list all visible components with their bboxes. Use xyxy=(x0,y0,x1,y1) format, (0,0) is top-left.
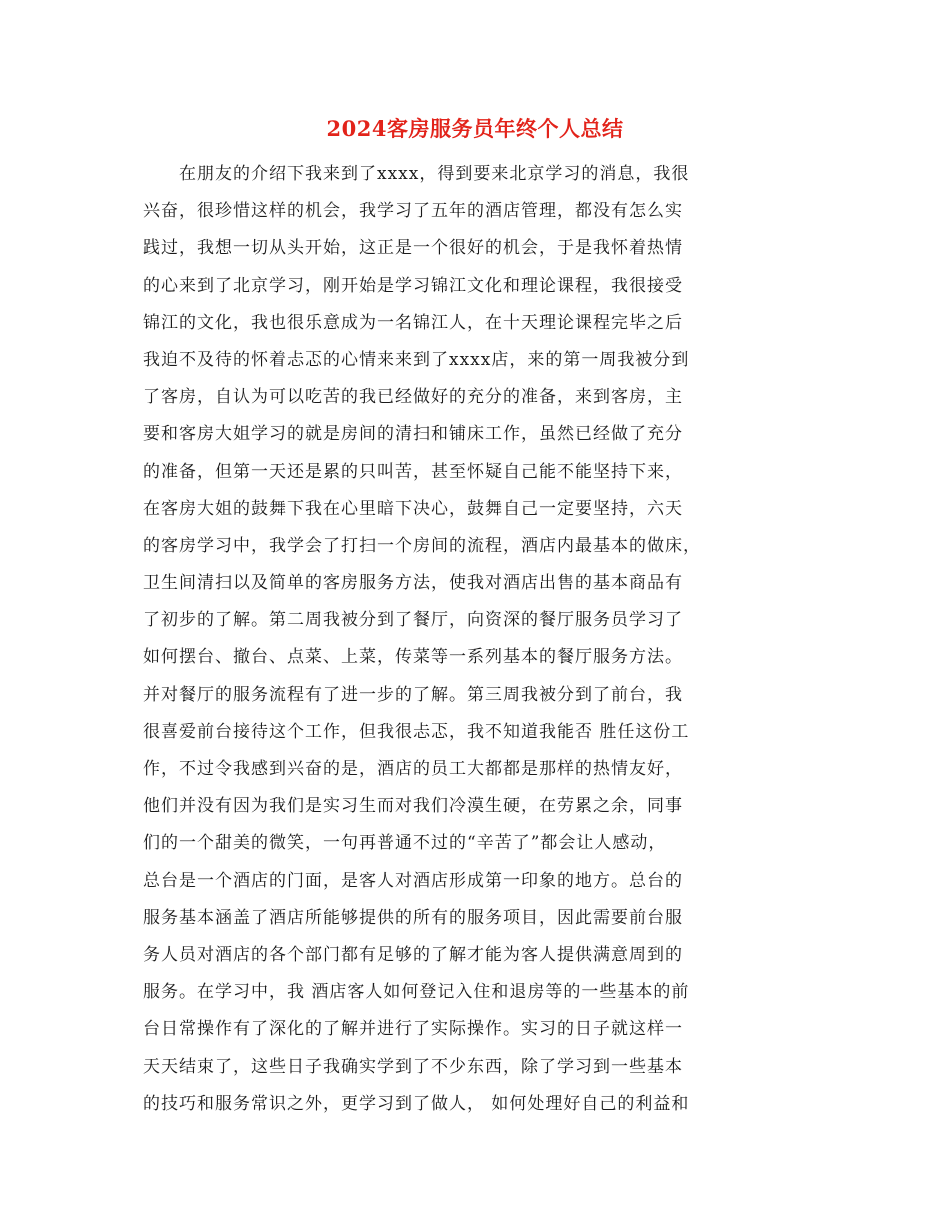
body-line: 很喜爱前台接待这个工作，但我很忐忑，我不知道我能否 胜任这份工 xyxy=(143,721,690,742)
body-line: 服务基本涵盖了酒店所能够提供的所有的服务项目，因此需要前台服 xyxy=(143,907,683,928)
body-line: 他们并没有因为我们是实习生而对我们冷漠生硬，在劳累之余，同事 xyxy=(143,796,683,817)
body-line: 了初步的了解。第二周我被分到了餐厅，向资深的餐厅服务员学习了 xyxy=(143,610,683,631)
body-line: 锦江的文化，我也很乐意成为一名锦江人，在十天理论课程完毕之后 xyxy=(143,312,683,333)
body-line: 的客房学习中，我学会了打扫一个房间的流程，酒店内最基本的做床， xyxy=(143,535,701,556)
body-line: 卫生间清扫以及简单的客房服务方法，使我对酒店出售的基本商品有 xyxy=(143,573,683,594)
body-line: 务人员对酒店的各个部门都有足够的了解才能为客人提供满意周到的 xyxy=(143,944,683,965)
body-line: 兴奋，很珍惜这样的机会，我学习了五年的酒店管理，都没有怎么实 xyxy=(143,201,683,222)
body-line: 在客房大姐的鼓舞下我在心里暗下决心，鼓舞自己一定要坚持，六天 xyxy=(143,498,683,519)
body-line: 的技巧和服务常识之外，更学习到了做人， 如何处理好自己的利益和 xyxy=(143,1093,690,1114)
body-line: 要和客房大姐学习的就是房间的清扫和铺床工作，虽然已经做了充分 xyxy=(143,424,683,445)
body-line: 践过，我想一切从头开始，这正是一个很好的机会，于是我怀着热情 xyxy=(143,238,683,259)
document-title: 2024客房服务员年终个人总结 xyxy=(326,116,624,141)
body-line: 我迫不及待的怀着忐忑的心情来来到了xxxx店，来的第一周我被分到 xyxy=(143,349,690,370)
body-line: 作，不过令我感到兴奋的是，酒店的员工大都都是那样的热情友好， xyxy=(143,759,683,779)
body-line: 的心来到了北京学习，刚开始是学习锦江文化和理论课程，我很接受 xyxy=(143,275,683,296)
body-line: 如何摆台、撤台、点菜、上菜，传菜等一系列基本的餐厅服务方法。 xyxy=(143,647,683,668)
body-line: 们的一个甜美的微笑，一句再普通不过的“辛苦了”都会让人感动， xyxy=(143,833,667,854)
body-line: 台日常操作有了深化的了解并进行了实际操作。实习的日子就这样一 xyxy=(143,1019,683,1040)
body-line: 的准备，但第一天还是累的只叫苦，甚至怀疑自己能不能坚持下来， xyxy=(143,461,683,482)
body-line: 在朋友的介绍下我来到了xxxx，得到要来北京学习的消息，我很 xyxy=(179,164,690,184)
body-line: 了客房，自认为可以吃苦的我已经做好的充分的准备，来到客房，主 xyxy=(143,387,683,408)
body-line: 并对餐厅的服务流程有了进一步的了解。第三周我被分到了前台，我 xyxy=(143,684,683,705)
body-line: 天天结束了，这些日子我确实学到了不少东西，除了学习到一些基本 xyxy=(143,1056,683,1077)
body-line: 总台是一个酒店的门面，是客人对酒店形成第一印象的地方。总台的 xyxy=(143,870,683,891)
body-line: 服务。在学习中，我 酒店客人如何登记入住和退房等的一些基本的前 xyxy=(143,982,690,1003)
document-body xyxy=(143,156,808,1123)
